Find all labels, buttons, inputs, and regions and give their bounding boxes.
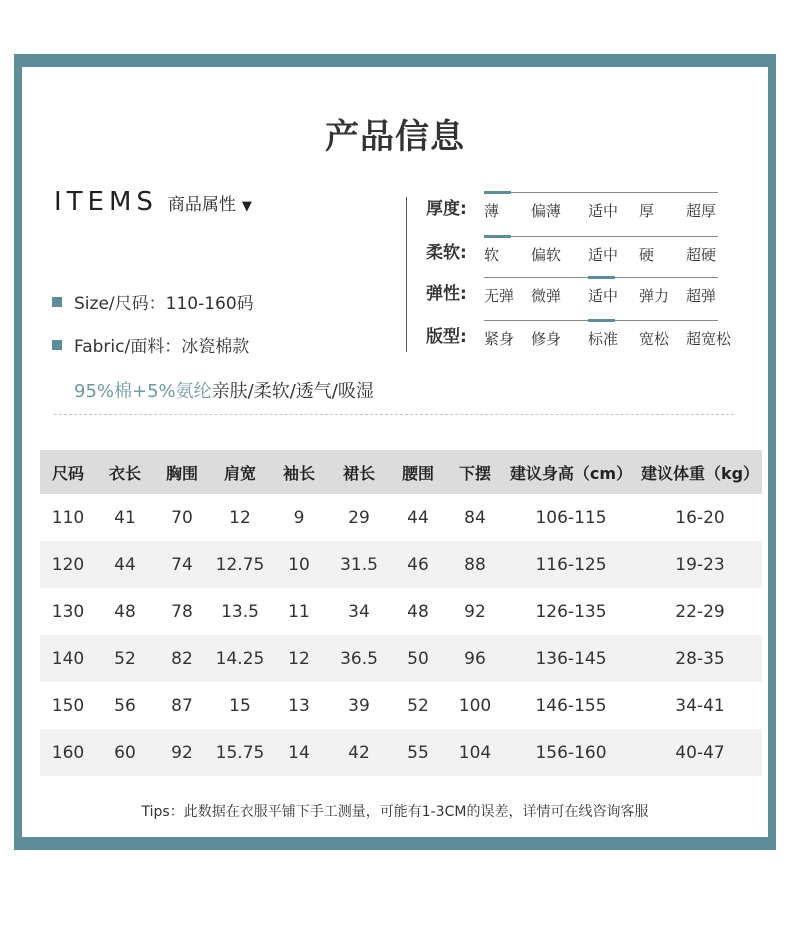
table-cell: 13.5 [221, 601, 259, 622]
table-row [40, 494, 762, 541]
table-cell: 130 [51, 601, 85, 622]
table-cell: 42 [328, 729, 390, 776]
table-cell: 16-20 [675, 507, 725, 528]
scale-option: 厚 [639, 202, 655, 220]
table-cell: 28-35 [638, 635, 762, 682]
table-cell: 44 [407, 507, 429, 528]
scale-option: 超厚 [686, 202, 717, 220]
table-cell: 34-41 [675, 695, 725, 716]
table-cell: 156-160 [504, 729, 638, 776]
table-header-cell: 腰围 [390, 450, 446, 494]
scale-option: 薄 [484, 202, 500, 220]
blend-composition: 95%棉+5%氨纶 [74, 381, 212, 402]
scale-label: 柔软: [426, 243, 467, 263]
scale-selected-marker [484, 235, 511, 238]
table-row [40, 729, 762, 776]
scale-option: 弹力 [639, 287, 670, 305]
table-row [40, 682, 762, 729]
table-cell: 46 [390, 541, 446, 588]
table-cell: 22-29 [675, 601, 725, 622]
table-header-cell: 裙长 [328, 450, 390, 494]
table-cell: 120 [40, 541, 96, 588]
table-cell: 146-155 [535, 695, 607, 716]
scale-option: 超宽松 [686, 330, 732, 348]
table-cell: 29 [348, 507, 370, 528]
table-cell: 40-47 [638, 729, 762, 776]
size-text: Size/尺码：110-160码 [74, 294, 254, 314]
table-cell: 48 [407, 601, 429, 622]
table-cell: 88 [446, 541, 504, 588]
scale-label: 弹性: [426, 284, 467, 304]
fabric-blend [74, 377, 374, 403]
table-header-cell: 建议体重（kg） [638, 450, 762, 494]
table-cell: 41 [114, 507, 136, 528]
table-header-cell: 袖长 [270, 450, 328, 494]
table-header-cell: 下摆 [446, 450, 504, 494]
table-cell: 50 [390, 635, 446, 682]
table-cell: 36.5 [328, 635, 390, 682]
scale-option: 偏薄 [531, 202, 562, 220]
table-cell: 74 [154, 541, 210, 588]
scale-option: 硬 [639, 246, 655, 264]
border-frame [14, 54, 776, 850]
scale-option: 标准 [588, 330, 619, 348]
table-cell: 11 [288, 601, 310, 622]
table-header-cell: 建议身高（cm） [504, 450, 638, 494]
page-title: 产品信息 [325, 117, 465, 157]
blend-features: 亲肤/柔软/透气/吸湿 [211, 381, 374, 402]
table-cell: 87 [171, 695, 193, 716]
table-cell: 12.75 [210, 541, 270, 588]
scale-option: 适中 [588, 202, 619, 220]
table-cell: 116-125 [504, 541, 638, 588]
table-row [40, 635, 762, 682]
table-cell: 60 [96, 729, 154, 776]
table-cell: 106-115 [535, 507, 607, 528]
dashed-divider [54, 414, 734, 415]
table-cell: 19-23 [638, 541, 762, 588]
table-cell: 136-145 [504, 635, 638, 682]
table-body [40, 494, 762, 776]
table-cell: 110 [51, 507, 85, 528]
table-cell: 14 [270, 729, 328, 776]
scale-option: 适中 [588, 246, 619, 264]
table-header-row [40, 450, 762, 494]
triangle-down-icon: ▼ [241, 199, 252, 214]
table-cell: 92 [464, 601, 486, 622]
table-cell: 150 [51, 695, 85, 716]
table-cell: 52 [96, 635, 154, 682]
scale-option: 偏软 [531, 246, 562, 264]
table-cell: 13 [288, 695, 310, 716]
table-row [40, 541, 762, 588]
table-cell: 12 [270, 635, 328, 682]
scale-option: 宽松 [639, 330, 670, 348]
scale-label: 厚度: [426, 199, 467, 219]
fabric-info [52, 332, 249, 357]
scale-option: 超弹 [686, 287, 717, 305]
size-table [40, 450, 762, 776]
scale-option: 微弹 [531, 287, 562, 305]
scale-option: 修身 [531, 330, 562, 348]
fabric-text: Fabric/面料：冰瓷棉款 [74, 337, 250, 357]
table-cell: 84 [464, 507, 486, 528]
items-word: ITEMS [54, 187, 158, 217]
content-panel [22, 67, 768, 837]
table-cell: 14.25 [210, 635, 270, 682]
table-cell: 140 [40, 635, 96, 682]
table-cell: 15.75 [210, 729, 270, 776]
table-cell: 12 [229, 507, 251, 528]
table-cell: 39 [348, 695, 370, 716]
table-header-cell: 衣长 [96, 450, 154, 494]
scale-option: 紧身 [484, 330, 515, 348]
table-cell: 160 [40, 729, 96, 776]
tips-note: Tips：此数据在衣服平铺下手工测量，可能有1-3CM的误差，详情可在线咨询客服 [141, 804, 649, 820]
square-bullet-icon [52, 297, 62, 307]
table-cell: 48 [114, 601, 136, 622]
items-heading [54, 187, 252, 217]
scale-option: 超硬 [686, 246, 717, 264]
scale-option: 适中 [588, 287, 619, 305]
table-cell: 78 [171, 601, 193, 622]
table-header-cell: 肩宽 [210, 450, 270, 494]
table-cell: 82 [154, 635, 210, 682]
table-cell: 56 [114, 695, 136, 716]
table-cell: 31.5 [328, 541, 390, 588]
table-cell: 52 [407, 695, 429, 716]
size-info [52, 289, 254, 314]
table-cell: 104 [446, 729, 504, 776]
scale-track [484, 236, 718, 237]
scale-label: 版型: [426, 327, 467, 347]
table-header-cell: 尺码 [40, 450, 96, 494]
scale-selected-marker [484, 191, 511, 194]
square-bullet-icon [52, 340, 62, 350]
scale-option: 软 [484, 246, 500, 264]
table-cell: 126-135 [535, 601, 607, 622]
table-cell: 92 [154, 729, 210, 776]
table-cell: 100 [458, 695, 492, 716]
table-cell: 70 [171, 507, 193, 528]
items-subtitle: 商品属性 [167, 195, 236, 215]
scale-option: 无弹 [484, 287, 515, 305]
table-cell: 9 [293, 507, 305, 528]
table-row [40, 588, 762, 635]
table-cell: 10 [270, 541, 328, 588]
table-cell: 96 [446, 635, 504, 682]
table-cell: 55 [390, 729, 446, 776]
table-cell: 34 [348, 601, 370, 622]
table-cell: 15 [229, 695, 251, 716]
scale-track [484, 192, 718, 193]
divider-line [406, 197, 407, 352]
scale-selected-marker [588, 319, 615, 322]
table-cell: 44 [96, 541, 154, 588]
scale-selected-marker [588, 276, 615, 279]
table-header-cell: 胸围 [154, 450, 210, 494]
